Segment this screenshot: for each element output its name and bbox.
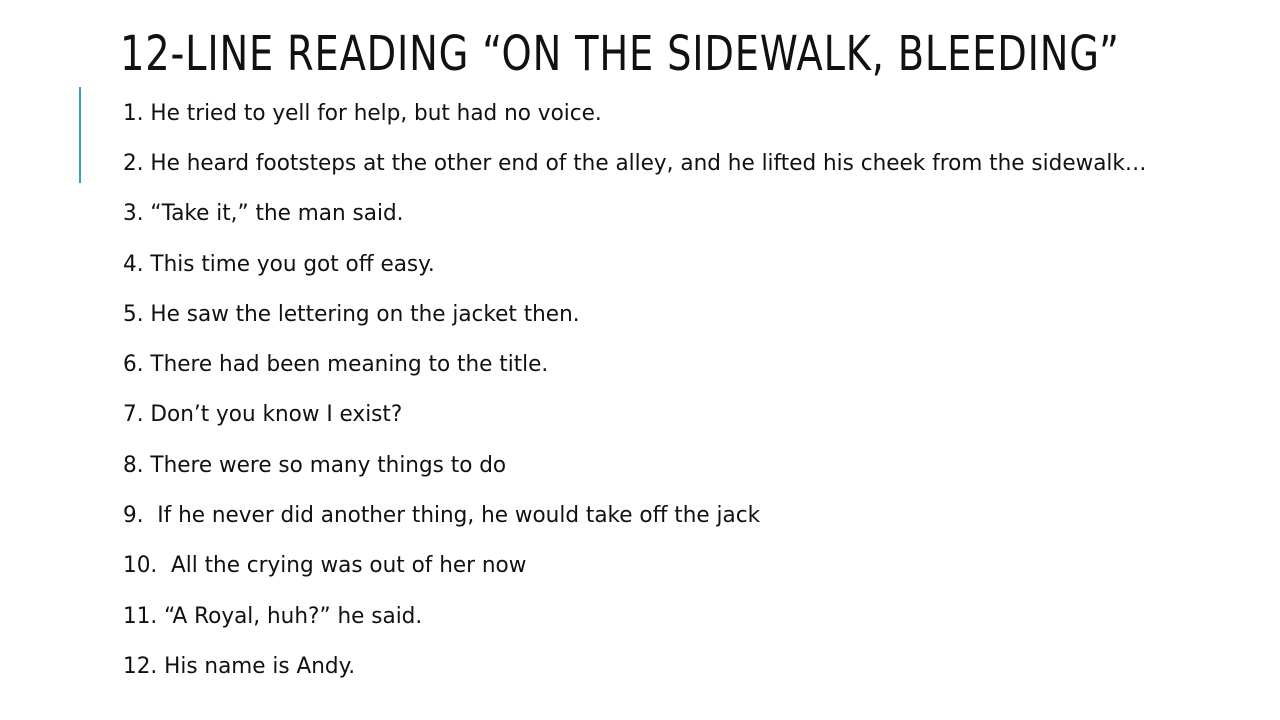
reading-line (123, 541, 1273, 591)
reading-line-text: 11. “A Royal, huh?” he said. (123, 603, 423, 629)
reading-lines-list (123, 88, 1273, 692)
reading-line-text: 6. There had been meaning to the title. (123, 352, 549, 378)
reading-line (123, 289, 1273, 339)
reading-line (123, 641, 1273, 691)
reading-line-text: 10. All the crying was out of her now (123, 553, 527, 579)
slide-title: 12-LINE READING “ON THE SIDEWALK, BLEEDING” (120, 26, 1120, 82)
reading-line (123, 390, 1273, 440)
reading-line-text: 3. “Take it,” the man said. (123, 201, 404, 227)
accent-bar (79, 87, 81, 183)
reading-line-text: 9. If he never did another thing, he would take off the jack (123, 503, 761, 529)
reading-line (123, 189, 1273, 239)
reading-line (123, 490, 1273, 540)
reading-line-text: 2. He heard footsteps at the other end of the alley, and he lifted his cheek from the sidewalk… (123, 150, 1147, 176)
reading-line-text: 8. There were so many things to do (123, 452, 507, 478)
reading-line-text: 7. Don’t you know I exist? (123, 402, 403, 428)
reading-line-text: 4. This time you got off easy. (123, 251, 435, 277)
reading-line (123, 138, 1273, 188)
reading-line (123, 239, 1273, 289)
reading-line (123, 339, 1273, 389)
reading-line (123, 88, 1273, 138)
reading-line (123, 591, 1273, 641)
reading-line-text: 5. He saw the lettering on the jacket then. (123, 301, 580, 327)
reading-line-text: 1. He tried to yell for help, but had no voice. (123, 100, 602, 126)
reading-line (123, 440, 1273, 490)
reading-line-text: 12. His name is Andy. (123, 653, 356, 679)
